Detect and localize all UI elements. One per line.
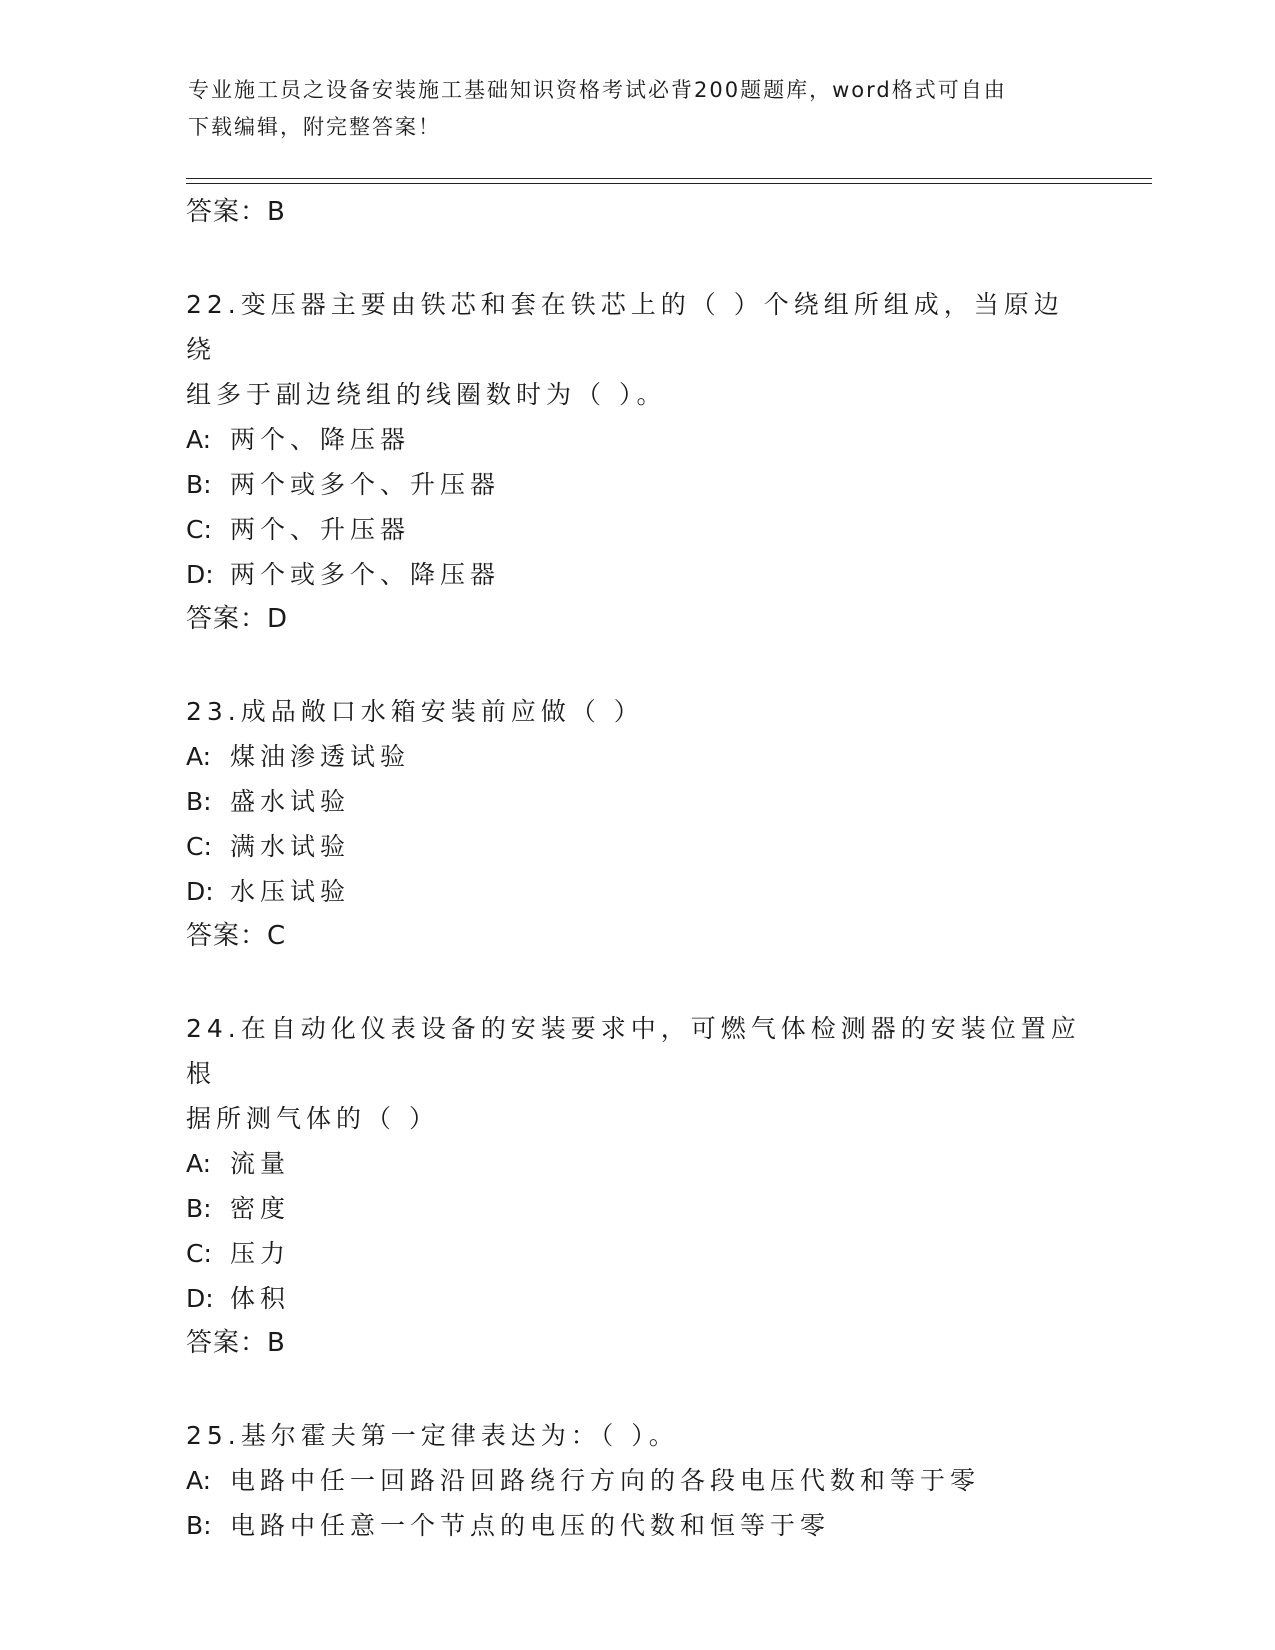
option-text: 压力 xyxy=(230,1239,291,1268)
header-divider-top xyxy=(186,178,1152,179)
option-label: B: xyxy=(186,1511,212,1540)
option-text: 水压试验 xyxy=(230,877,351,906)
option-text: 煤油渗透试验 xyxy=(230,742,411,771)
question-23-option-a xyxy=(186,734,1086,779)
spacer xyxy=(186,235,1086,282)
option-label: A: xyxy=(186,1149,212,1178)
question-22-text-line-2: 组多于副边绕组的线圈数时为（ ）。 xyxy=(186,380,667,409)
option-text: 盛水试验 xyxy=(230,787,351,816)
question-24-option-b xyxy=(186,1186,1086,1231)
answer-24: 答案：B xyxy=(186,1328,286,1358)
option-label: A: xyxy=(186,425,212,454)
question-24-option-a xyxy=(186,1141,1086,1186)
question-23-option-b xyxy=(186,779,1086,824)
question-22-option-b xyxy=(186,462,1086,507)
question-25-option-a xyxy=(186,1458,1086,1503)
option-label: B: xyxy=(186,787,212,816)
option-label: C: xyxy=(186,1239,212,1268)
option-label: D: xyxy=(186,560,214,589)
option-label: B: xyxy=(186,470,212,499)
spacer xyxy=(186,959,1086,1006)
document-header xyxy=(188,72,1088,146)
question-list xyxy=(186,190,1086,1548)
option-text: 满水试验 xyxy=(230,832,351,861)
option-label: A: xyxy=(186,742,212,771)
question-22-text-line-1: 22.变压器主要由铁芯和套在铁芯上的（ ）个绕组所组成，当原边绕 xyxy=(186,290,1064,364)
option-label: D: xyxy=(186,877,214,906)
answer-23: 答案：C xyxy=(186,921,287,951)
option-text: 两个、升压器 xyxy=(230,515,411,544)
question-24-option-d xyxy=(186,1276,1086,1321)
option-text: 流量 xyxy=(230,1149,291,1178)
question-23-text-line-1: 23.成品敞口水箱安装前应做（ ） xyxy=(186,697,644,726)
option-label: B: xyxy=(186,1194,212,1223)
question-25 xyxy=(186,1413,1086,1548)
option-text: 电路中任意一个节点的电压的代数和恒等于零 xyxy=(230,1511,831,1540)
option-text: 两个或多个、升压器 xyxy=(230,470,501,499)
header-line-2: 下载编辑，附完整答案！ xyxy=(188,115,441,139)
spacer xyxy=(186,1366,1086,1413)
option-text: 体积 xyxy=(230,1284,291,1313)
question-22-option-d xyxy=(186,552,1086,597)
question-23 xyxy=(186,689,1086,959)
answer-22: 答案：D xyxy=(186,604,289,634)
question-24-text-line-2: 据所测气体的（ ） xyxy=(186,1104,439,1133)
question-25-option-b xyxy=(186,1503,1086,1548)
question-22 xyxy=(186,282,1086,642)
question-23-option-d xyxy=(186,869,1086,914)
question-24 xyxy=(186,1006,1086,1366)
option-label: D: xyxy=(186,1284,214,1313)
spacer xyxy=(186,642,1086,689)
question-22-option-a xyxy=(186,417,1086,462)
question-24-text-line-1: 24.在自动化仪表设备的安装要求中，可燃气体检测器的安装位置应根 xyxy=(186,1014,1081,1088)
question-23-option-c xyxy=(186,824,1086,869)
question-24-option-c xyxy=(186,1231,1086,1276)
question-22-option-c xyxy=(186,507,1086,552)
option-text: 密度 xyxy=(230,1194,291,1223)
answer-21: 答案：B xyxy=(186,197,286,227)
option-label: A: xyxy=(186,1466,212,1495)
option-text: 电路中任一回路沿回路绕行方向的各段电压代数和等于零 xyxy=(230,1466,981,1495)
option-text: 两个或多个、降压器 xyxy=(230,560,501,589)
option-text: 两个、降压器 xyxy=(230,425,411,454)
option-label: C: xyxy=(186,832,212,861)
header-line-1: 专业施工员之设备安装施工基础知识资格考试必背200题题库，word格式可自由 xyxy=(188,78,1007,102)
question-25-text-line-1: 25.基尔霍夫第一定律表达为：（ ）。 xyxy=(186,1421,679,1450)
option-label: C: xyxy=(186,515,212,544)
header-divider-bottom xyxy=(186,183,1152,184)
